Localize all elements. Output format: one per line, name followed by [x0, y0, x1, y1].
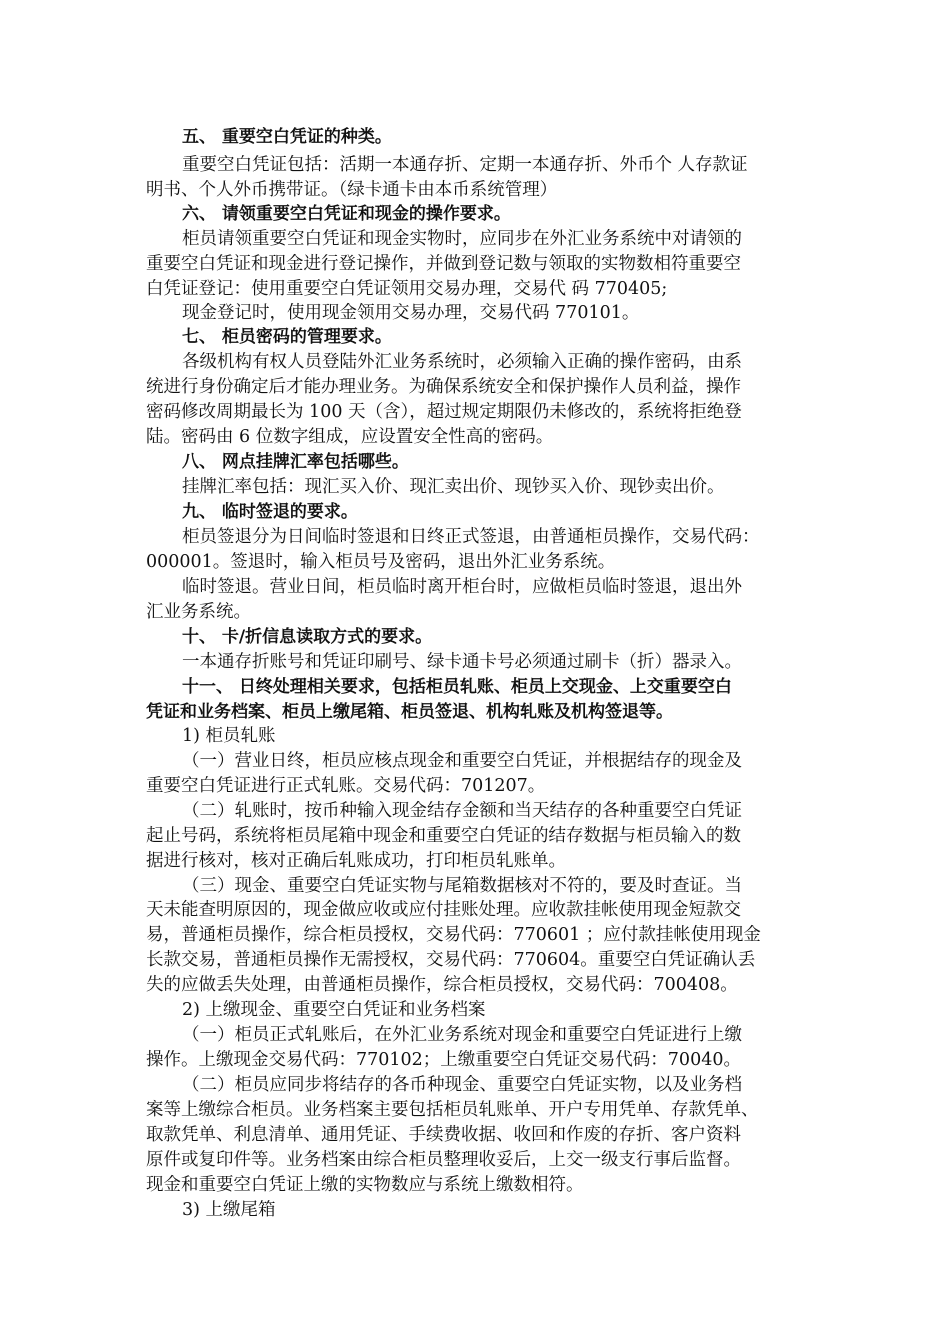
paragraph-line: 失的应做丢失处理，由普通柜员操作，综合柜员授权，交易代码：700408。: [146, 975, 738, 995]
paragraph-line: 挂牌汇率包括：现汇买入价、现汇卖出价、现钞买入价、现钞卖出价。: [182, 477, 725, 497]
paragraph-line: 长款交易，普通柜员操作无需授权，交易代码：770604。重要空白凭证确认丢: [146, 950, 756, 970]
paragraph-line: 重要空白凭证和现金进行登记操作，并做到登记数与领取的实物数相符重要空: [146, 254, 741, 274]
paragraph-line: 明书、个人外币携带证。（绿卡通卡由本币系统管理）: [146, 180, 558, 200]
section-heading: 凭证和业务档案、柜员上缴尾箱、柜员签退、机构轧账及机构签退等。: [146, 702, 673, 722]
section-heading: 八、 网点挂牌汇率包括哪些。: [182, 452, 409, 472]
section-heading: 六、 请领重要空白凭证和现金的操作要求。: [182, 204, 511, 224]
paragraph-line: 重要空白凭证包括：活期一本通存折、定期一本通存折、外币个 人存款证: [182, 155, 748, 175]
paragraph-line: （二）柜员应同步将结存的各币种现金、重要空白凭证实物，以及业务档: [182, 1075, 742, 1095]
paragraph-line: 现金登记时，使用现金领用交易办理，交易代码 770101。: [182, 303, 640, 323]
paragraph-line: 密码修改周期最长为 100 天（含），超过规定期限仍未修改的，系统将拒绝登: [146, 402, 742, 422]
subsection-title: 2) 上缴现金、重要空白凭证和业务档案: [182, 1000, 486, 1020]
section-heading: 九、 临时签退的要求。: [182, 502, 358, 522]
paragraph-line: 一本通存折账号和凭证印刷号、绿卡通卡号必须通过刷卡（折）器录入。: [182, 652, 742, 672]
paragraph-line: 天未能查明原因的，现金做应收或应付挂账处理。应收款挂帐使用现金短款交: [146, 900, 741, 920]
paragraph-line: 易，普通柜员操作，综合柜员授权，交易代码：770601 ；应付款挂帐使用现金: [146, 925, 761, 945]
paragraph-line: 柜员请领重要空白凭证和现金实物时，应同步在外汇业务系统中对请领的: [182, 229, 742, 249]
paragraph-line: （二）轧账时，按币种输入现金结存金额和当天结存的各种重要空白凭证: [182, 801, 742, 821]
paragraph-line: （一）营业日终，柜员应核点现金和重要空白凭证，并根据结存的现金及: [182, 751, 742, 771]
paragraph-line: （一）柜员正式轧账后，在外汇业务系统对现金和重要空白凭证进行上缴: [182, 1025, 742, 1045]
paragraph-line: 临时签退。营业日间，柜员临时离开柜台时，应做柜员临时签退，退出外: [182, 577, 742, 597]
paragraph-line: 各级机构有权人员登陆外汇业务系统时，必须输入正确的操作密码，由系: [182, 352, 742, 372]
paragraph-line: 重要空白凭证进行正式轧账。交易代码：701207。: [146, 776, 546, 796]
section-heading: 十、 卡/折信息读取方式的要求。: [182, 627, 433, 647]
subsection-title: 1) 柜员轧账: [182, 726, 276, 746]
paragraph-line: 起止号码，系统将柜员尾箱中现金和重要空白凭证的结存数据与柜员输入的数: [146, 826, 741, 846]
paragraph-line: 汇业务系统。: [146, 602, 251, 622]
paragraph-line: 000001。签退时，输入柜员号及密码，退出外汇业务系统。: [146, 552, 616, 572]
paragraph-line: 取款凭单、利息清单、通用凭证、手续费收据、收回和作废的存折、客户资料: [146, 1125, 741, 1145]
section-heading: 十一、 日终处理相关要求，包括柜员轧账、柜员上交现金、上交重要空白: [182, 677, 732, 697]
paragraph-line: 陆。密码由 6 位数字组成，应设置安全性高的密码。: [146, 427, 554, 447]
paragraph-line: （三）现金、重要空白凭证实物与尾箱数据核对不符的，要及时查证。当: [182, 876, 742, 896]
paragraph-line: 案等上缴综合柜员。业务档案主要包括柜员轧账单、开户专用凭单、存款凭单、: [146, 1100, 759, 1120]
paragraph-line: 白凭证登记：使用重要空白凭证领用交易办理，交易代 码 770405;: [146, 279, 668, 299]
paragraph-line: 统进行身份确定后才能办理业务。为确保系统安全和保护操作人员利益，操作: [146, 377, 741, 397]
paragraph-line: 现金和重要空白凭证上缴的实物数应与系统上缴数相符。: [146, 1175, 584, 1195]
paragraph-line: 操作。上缴现金交易代码：770102；上缴重要空白凭证交易代码：70040。: [146, 1050, 741, 1070]
paragraph-line: 据进行核对，核对正确后轧账成功，打印柜员轧账单。: [146, 851, 566, 871]
paragraph-line: 原件或复印件等。业务档案由综合柜员整理收妥后，上交一级支行事后监督。: [146, 1150, 741, 1170]
subsection-title: 3) 上缴尾箱: [182, 1200, 276, 1220]
section-heading: 五、 重要空白凭证的种类。: [182, 127, 392, 147]
paragraph-line: 柜员签退分为日间临时签退和日终正式签退，由普通柜员操作，交易代码：: [182, 527, 760, 547]
section-heading: 七、 柜员密码的管理要求。: [182, 327, 392, 347]
